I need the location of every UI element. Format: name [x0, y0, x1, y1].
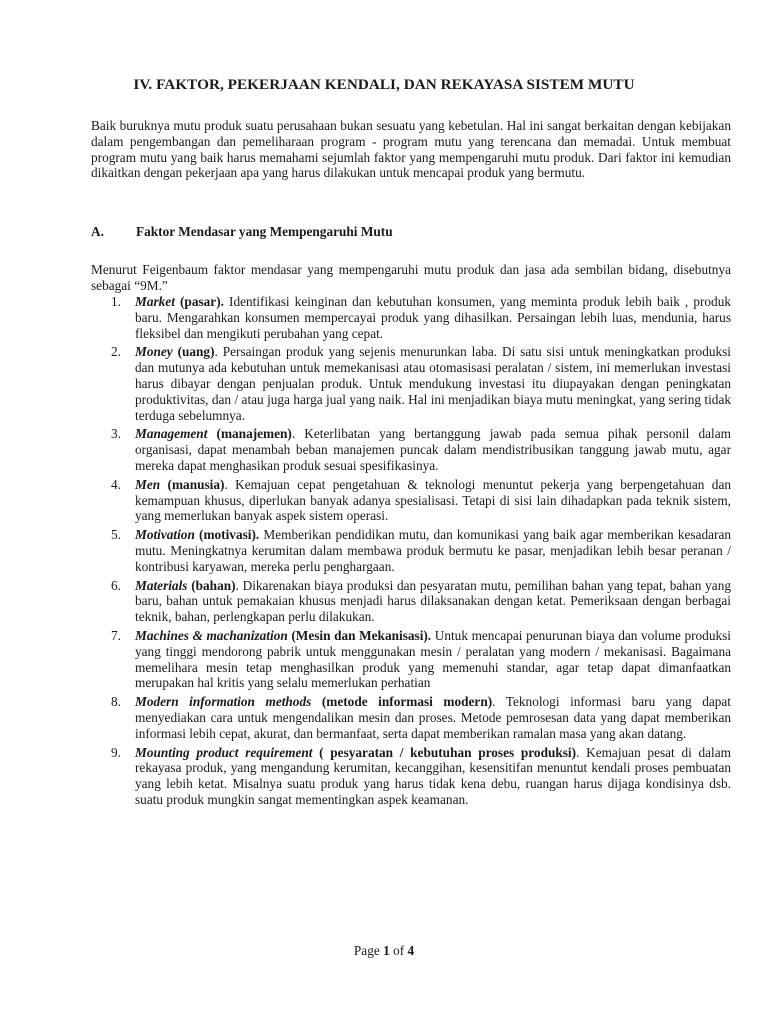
factor-gloss: (metode informasi modern)	[321, 694, 493, 710]
factor-gloss: ( pesyaratan / kebutuhan proses produksi)	[319, 744, 577, 760]
list-item	[91, 628, 731, 691]
factor-text: . Dikarenakan biaya produksi dan pesyaratan mutu, pemilihan bahan yang tepat, bahan yang baru, bahan untuk pemakaian khusus menjadi harus dilaksanakan dengan ketat. Pemeriksaan dengan berbagai teknik, bahan, perlengkapan perlu dilakukan.	[135, 577, 732, 625]
item-number: 2.	[111, 344, 121, 360]
item-number: 5.	[111, 527, 121, 543]
lead-paragraph: Menurut Feigenbaum faktor mendasar yang mempengaruhi mutu produk dan jasa ada sembilan bidang, disebutnya sebagai “9M.”	[91, 262, 731, 293]
item-number: 9.	[111, 744, 121, 760]
factor-term: Management	[135, 426, 208, 442]
factor-gloss: (uang)	[177, 344, 215, 360]
list-item	[91, 477, 731, 524]
item-number: 6.	[111, 577, 121, 593]
item-number: 1.	[111, 294, 121, 309]
list-item	[91, 578, 731, 625]
footer-of-word: of	[389, 943, 408, 958]
factor-text: . Persaingan produk yang sejenis menurunkan laba. Di satu sisi untuk meningkatkan produksi dan mutunya ada kebutuhan untuk memekanisasi atau otomasisasi peralatan / sistem, ini memerlukan investasi harus dibayar dengan penjualan produk. Untuk mendukung investasi itu diupayakan dengan peningkatan produktivitas, dan / atau juga harga jual yang naik. Hal ini menjadikan biaya mutu meningkat, yang sering tidak terduga sebelumnya.	[135, 344, 732, 423]
list-item	[91, 426, 731, 473]
factor-gloss: (manusia)	[167, 476, 225, 492]
factor-text: . Keterlibatan yang bertanggung jawab pada semua pihak personil dalam organisasi, dapat menambah beban manajemen puncak dalam mendistribusikan tanggung jawab mutu, agar mereka dapat menghasikan produk sesuai spesifikasinya.	[135, 426, 731, 473]
factor-gloss: (manajemen)	[216, 426, 292, 442]
list-item	[91, 294, 731, 341]
factor-gloss: (pasar).	[180, 294, 224, 309]
list-item	[91, 694, 731, 741]
factor-term: Machines & machanization	[135, 627, 288, 643]
footer-page-number: 1	[383, 943, 390, 958]
factor-term: Modern information methods	[135, 694, 312, 710]
factor-term: Motivation	[135, 527, 195, 543]
footer-page-total: 4	[407, 943, 415, 958]
item-number: 8.	[111, 694, 121, 710]
page-footer	[0, 943, 768, 959]
list-item	[91, 527, 731, 574]
intro-paragraph: Baik buruknya mutu produk suatu perusahaan bukan sesuatu yang kebetulan. Hal ini sangat berkaitan dengan kebijakan dalam pengembangan dan pemeliharaan program - program mutu yang terencana dan memadai. Untuk membuat program mutu yang baik harus memahami sejumlah faktor yang mempengaruhi mutu produk. Dari faktor ini kemudian dikaitkan dengan pekerjaan apa yang harus dilakukan untuk mencapai produk yang bermutu.	[91, 118, 731, 181]
list-item	[91, 745, 731, 808]
factor-text: . Teknologi informasi baru yang dapat menyediakan cara untuk mengendalikan mesin dan proses. Metode pemrosesan data yang dapat memberikan informasi lebih cepat, akurat, dan bermanfaat, serta dapat memberikan ramalan masa yang akan datang.	[135, 694, 731, 741]
factor-gloss: (Mesin dan Mekanisasi).	[291, 627, 432, 643]
item-number: 7.	[111, 627, 121, 643]
list-item	[91, 344, 731, 423]
section-letter: A.	[91, 224, 104, 239]
factor-term: Materials	[135, 577, 188, 593]
factor-text: . Kemajuan pesat di dalam rekayasa produk, yang mengandung kerumitan, kecanggihan, kesensitifan menuntut kendali proses pembuatan yang lebih ketat. Misalnya suatu produk yang harus tidak kena debu, ruangan harus dijaga kondisinya dsb. suatu produk mungkin sangat mementingkan aspek keamanan.	[135, 744, 731, 807]
factor-term: Money	[135, 344, 173, 360]
item-number: 4.	[111, 476, 121, 492]
page-title: IV. FAKTOR, PEKERJAAN KENDALI, DAN REKAYASA SISTEM MUTU	[133, 76, 635, 93]
factor-gloss: (motivasi).	[199, 527, 260, 543]
factor-term: Men	[135, 476, 161, 492]
factor-text: Identifikasi keinginan dan kebutuhan konsumen, yang meminta produk lebih baik , produk baru. Mengarahkan konsumen mempercayai produk yang dihasilkan. Persaingan lebih luas, mendunia, harus fleksibel dan mengikuti perubahan yang cepat.	[135, 294, 731, 341]
factor-text: . Kemajuan cepat pengetahuan & teknologi menuntut pekerja yang berpengetahuan dan kemampuan khusus, diperlukan banyak adanya spesialisasi. Tetapi di sisi lain dihadapkan pada teknik sistem, yang memerlukan banyak aspek sistem operasi.	[135, 476, 731, 524]
item-number: 3.	[111, 426, 121, 442]
footer-page-word: Page	[353, 943, 384, 958]
factor-text: Memberikan pendidikan mutu, dan komunikasi yang baik agar memberikan kesadaran mutu. Meningkatnya kerumitan dalam membawa produk bermutu ke pasar, menjadikan lebih besar peranan / kontribusi karyawan, mereka perlu penghargaan.	[135, 527, 732, 574]
section-heading-text: Faktor Mendasar yang Mempengaruhi Mutu	[136, 224, 393, 239]
section-heading	[91, 224, 393, 240]
factor-gloss: (bahan)	[191, 577, 236, 593]
factor-list	[91, 294, 731, 811]
factor-term: Mounting product requirement	[135, 744, 313, 760]
factor-text: Untuk mencapai penurunan biaya dan volume produksi yang tinggi mendorong pabrik untuk menggunakan mesin / peralatan yang modern / mekanisasi. Bagaimana memelihara mesin tetap menghasilkan produk yang memenuhi standar, agar tetap dapat dimanfaatkan merupakan hal kritis yang selalu memerlukan perhatian	[135, 627, 731, 691]
factor-term: Market	[135, 294, 175, 309]
